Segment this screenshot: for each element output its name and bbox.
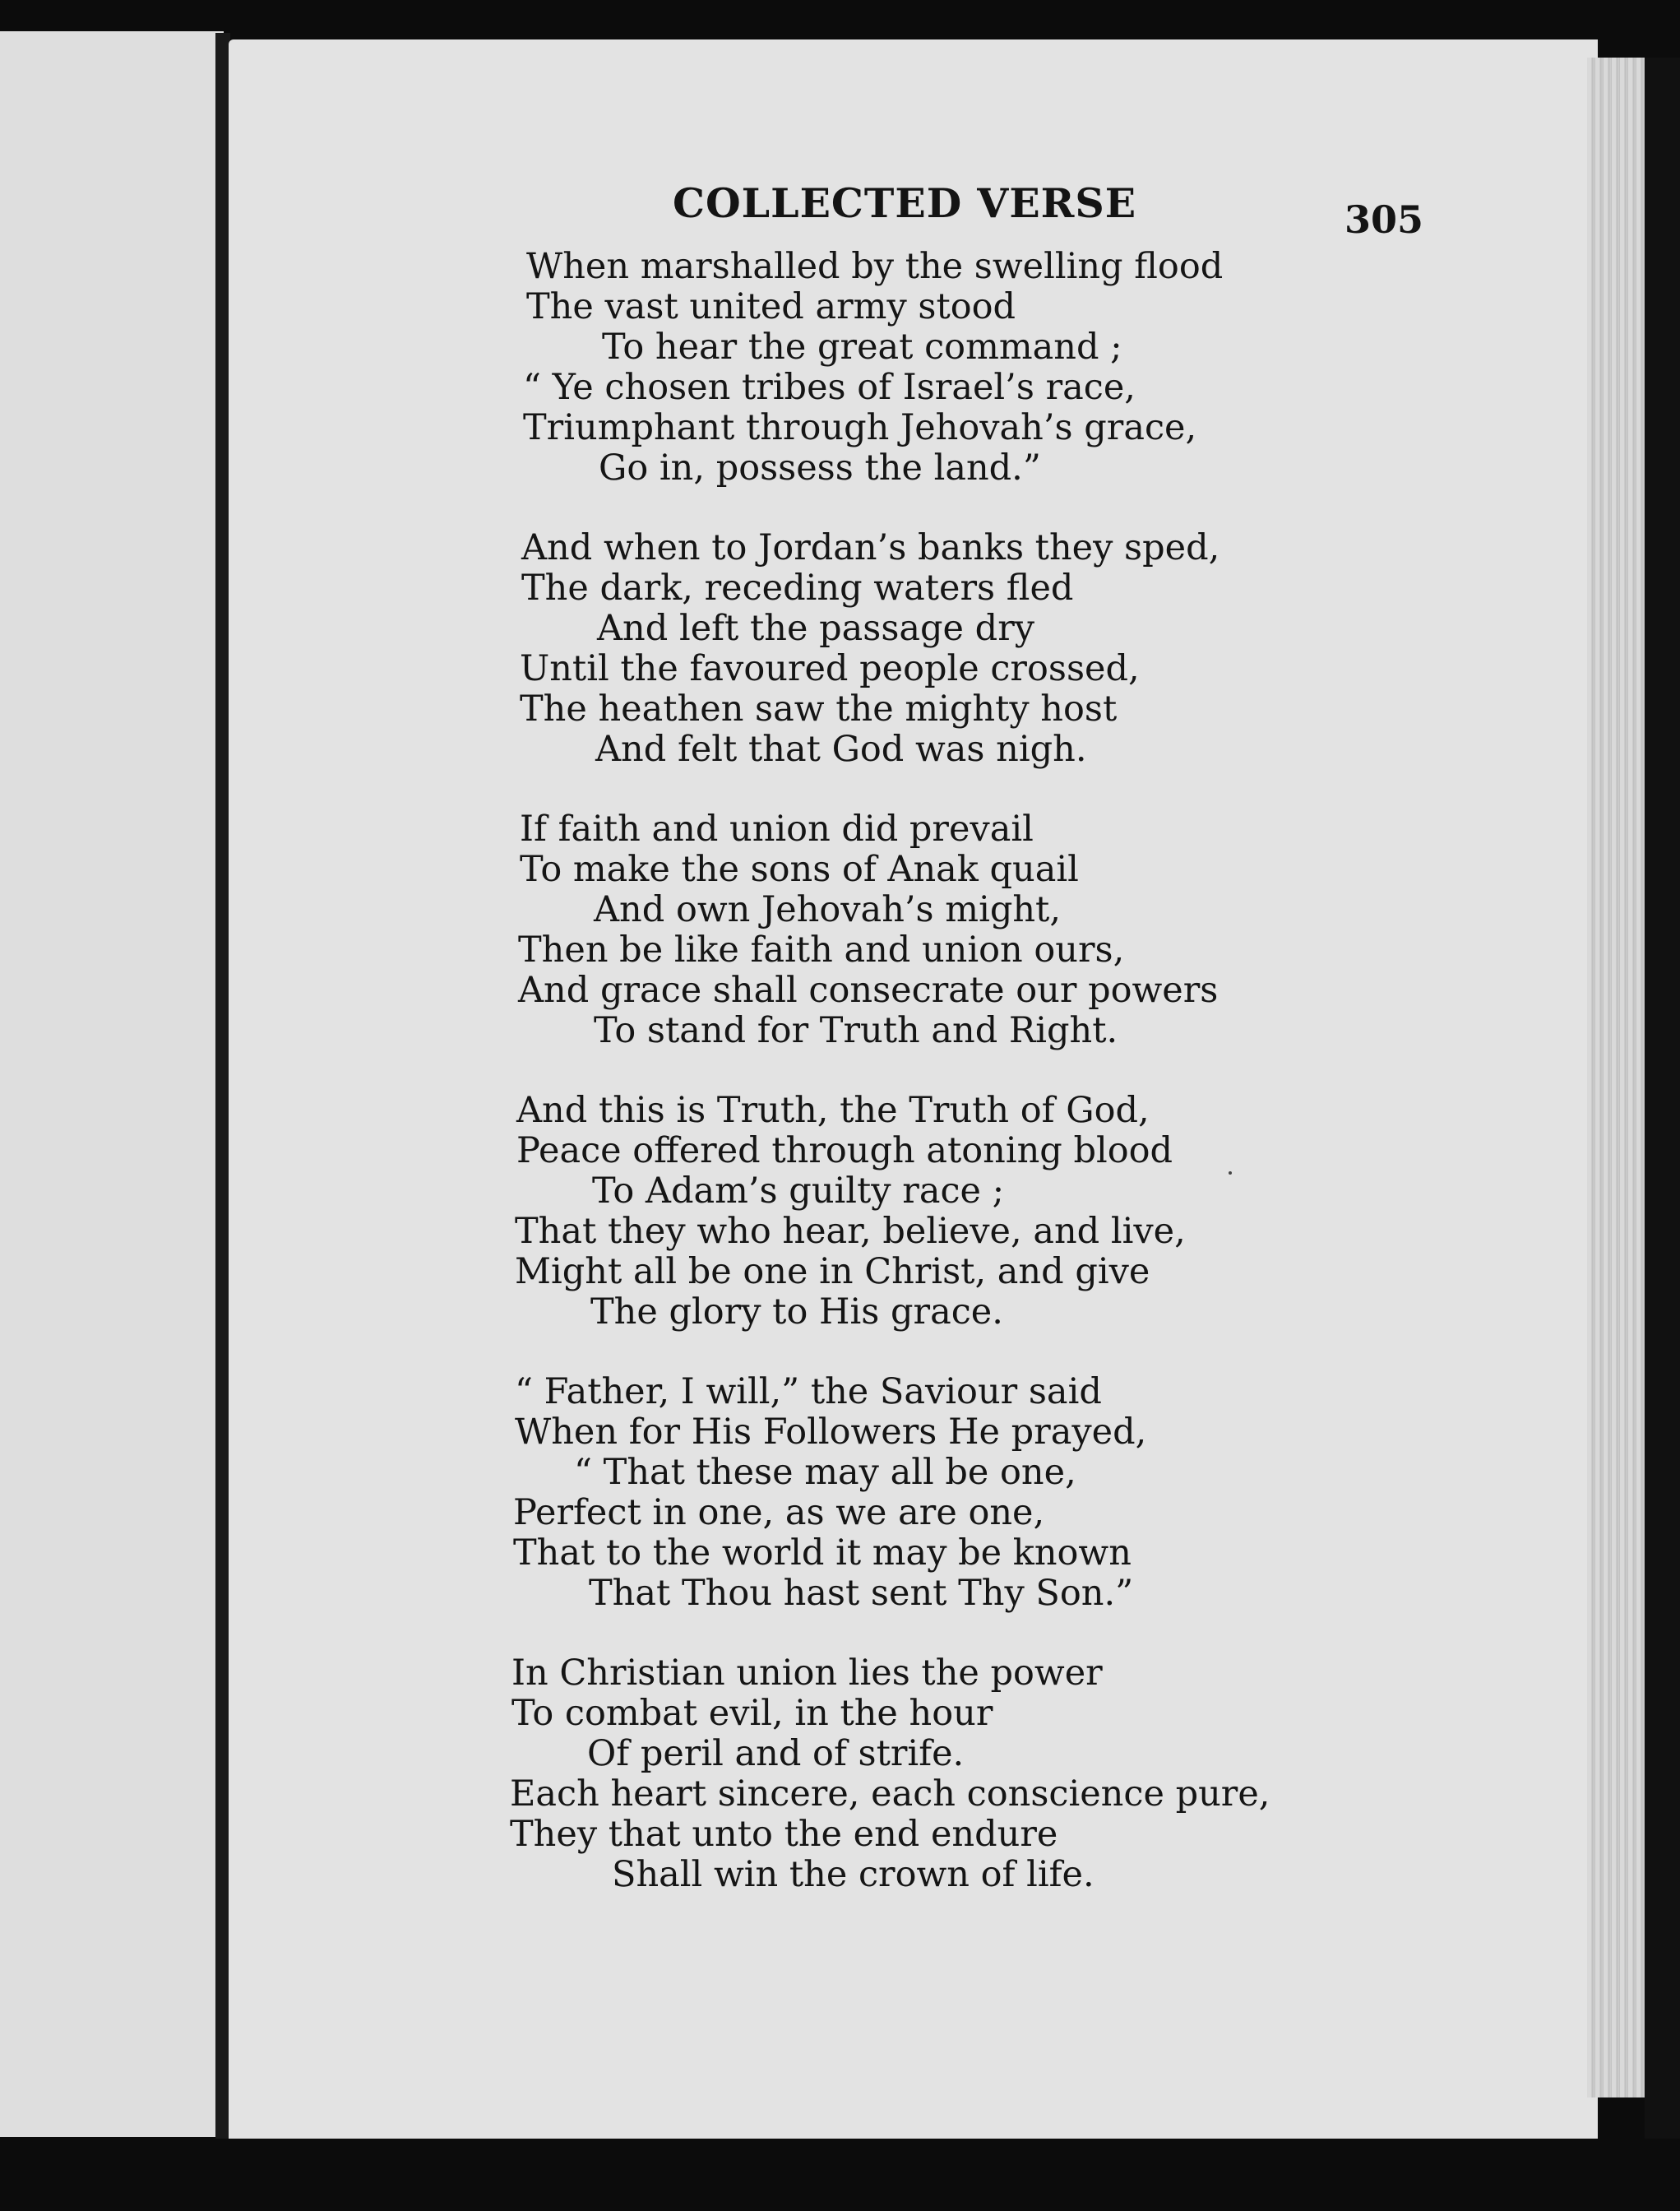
poem-line: Shall win the crown of life. <box>612 1854 1095 1895</box>
poem-line: The vast united army stood <box>526 286 1016 327</box>
poem-line: “ Ye chosen tribes of Israel’s race, <box>523 367 1136 408</box>
poem-line: Perfect in one, as we are one, <box>513 1492 1045 1533</box>
poem-line: Might all be one in Christ, and give <box>515 1251 1150 1292</box>
poem-line: In Christian union lies the power <box>511 1652 1103 1694</box>
poem-line: When marshalled by the swelling flood <box>526 246 1224 287</box>
poem-line: And own Jehovah’s might, <box>594 889 1061 930</box>
poem-line: They that unto the end endure <box>510 1814 1058 1855</box>
poem-line: Triumphant through Jehovah’s grace, <box>523 407 1197 448</box>
poem-line: To stand for Truth and Right. <box>594 1010 1118 1051</box>
stanza <box>510 1653 1332 1895</box>
poem-line: To Adam’s guilty race ; <box>592 1170 1005 1212</box>
poem-line: That Thou hast sent Thy Son.” <box>589 1573 1134 1614</box>
poem-line: Go in, possess the land.” <box>599 447 1041 489</box>
poem-line: “ That these may all be one, <box>574 1452 1076 1493</box>
poem-line: The heathen saw the mighty host <box>520 688 1118 730</box>
poem-line: And this is Truth, the Truth of God, <box>516 1090 1150 1131</box>
stanza <box>510 1372 1332 1614</box>
scan-bottom-border <box>0 2139 1680 2211</box>
poem-line: Until the favoured people crossed, <box>520 648 1140 689</box>
poem-line: To make the sons of Anak quail <box>520 849 1079 890</box>
poem-line: To hear the great command ; <box>602 327 1122 368</box>
poem-line: That to the world it may be known <box>513 1532 1132 1574</box>
poem-line: The glory to His grace. <box>590 1291 1003 1333</box>
stanza <box>510 247 1332 489</box>
poem-line: “ Father, I will,” the Saviour said <box>515 1371 1102 1412</box>
poem <box>510 247 1332 1935</box>
poem-line: And left the passage dry <box>597 608 1035 649</box>
stanza <box>510 1091 1332 1333</box>
running-title: COLLECTED VERSE <box>673 179 1137 227</box>
poem-line: If faith and union did prevail <box>520 809 1034 850</box>
stanza <box>510 809 1332 1051</box>
poem-line: And when to Jordan’s banks they sped, <box>521 527 1220 568</box>
poem-line: That they who hear, believe, and live, <box>515 1211 1186 1252</box>
poem-line: Of peril and of strife. <box>587 1733 965 1774</box>
page-edge-shadow <box>1645 58 1680 2211</box>
print-speck <box>1229 1171 1232 1175</box>
poem-line: Peace offered through atoning blood <box>516 1130 1173 1171</box>
poem-line: Then be like faith and union ours, <box>518 929 1125 971</box>
page-fore-edge <box>1587 58 1651 2097</box>
poem-line: And felt that God was nigh. <box>595 729 1087 770</box>
poem-line: And grace shall consecrate our powers <box>518 970 1219 1011</box>
poem-line: When for His Followers He prayed, <box>515 1411 1147 1453</box>
poem-line: Each heart sincere, each conscience pure, <box>510 1773 1270 1815</box>
poem-line: The dark, receding waters fled <box>521 568 1074 609</box>
page-number: 305 <box>1344 197 1424 242</box>
left-facing-page <box>0 31 224 2137</box>
stanza <box>510 528 1332 770</box>
poem-line: To combat evil, in the hour <box>511 1693 993 1734</box>
